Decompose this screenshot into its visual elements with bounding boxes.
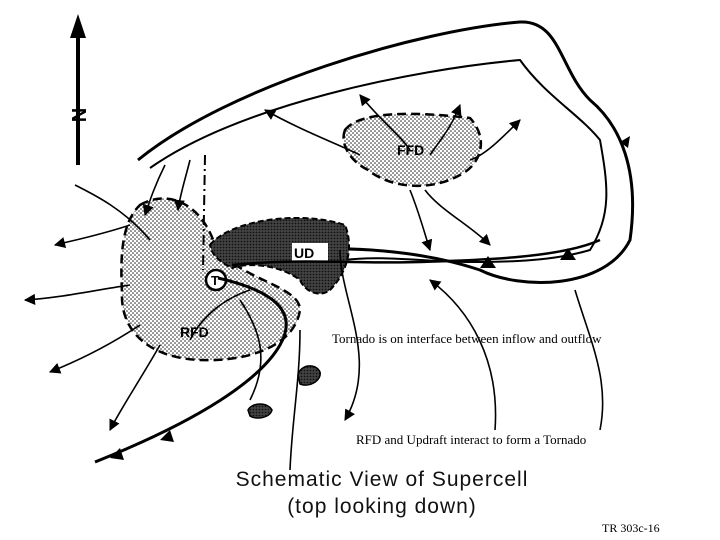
title-line-2: (top looking down) bbox=[287, 495, 477, 518]
slide-reference: TR 303c-16 bbox=[602, 521, 660, 535]
north-label: N bbox=[69, 107, 91, 123]
ud-label: UD bbox=[294, 245, 315, 261]
interface-note: Tornado is on interface between inflow and outflow bbox=[332, 331, 602, 346]
north-arrow bbox=[69, 14, 91, 165]
tornado-label: T bbox=[211, 273, 219, 288]
title-line-1: Schematic View of Supercell bbox=[235, 468, 529, 491]
diagram-title bbox=[157, 466, 607, 520]
rfd-label: RFD bbox=[180, 324, 209, 340]
ffd-label: FFD bbox=[397, 142, 425, 158]
interaction-note: RFD and Updraft interact to form a Tornado bbox=[356, 432, 587, 447]
